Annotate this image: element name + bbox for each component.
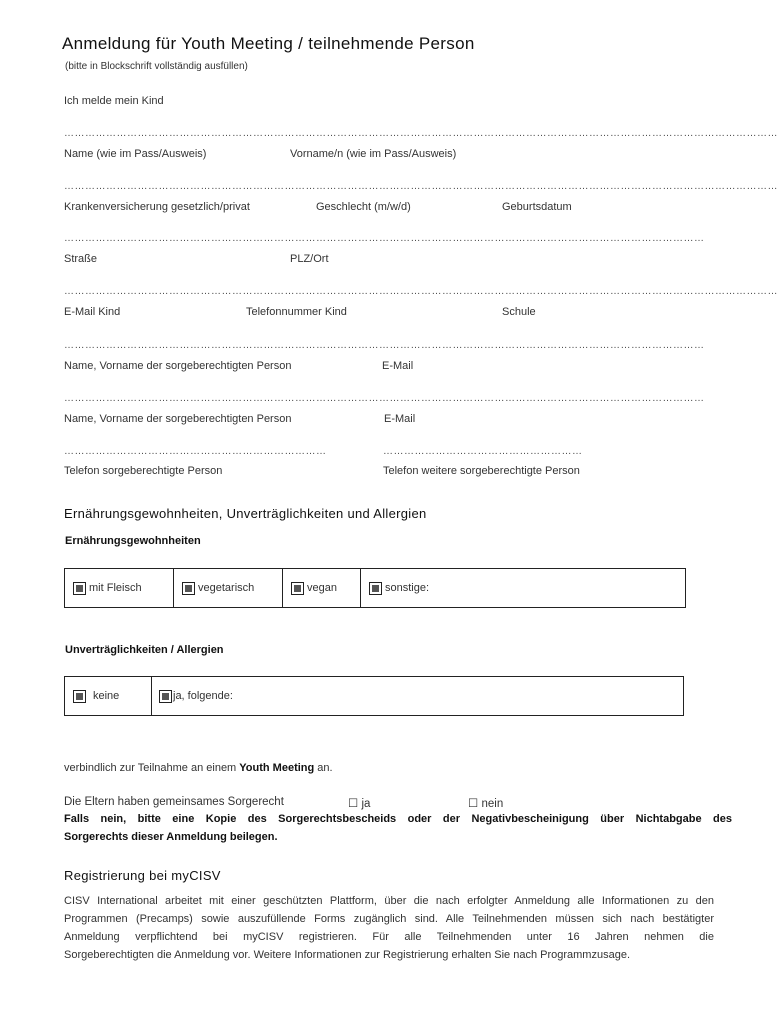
- label-vorname: Vorname/n (wie im Pass/Ausweis): [290, 148, 457, 160]
- diet-option-vegan[interactable]: vegan: [283, 569, 361, 607]
- allergy-option-none[interactable]: keine: [65, 677, 152, 715]
- diet-option-other[interactable]: sonstige:: [361, 569, 685, 607]
- diet-option-meat[interactable]: mit Fleisch: [65, 569, 174, 607]
- mycisv-line-3: Anmeldung verpflichtend bei myCISV registrieren. Für alle Teilnehmenden unter 16 Jahren nehmen die: [64, 931, 714, 943]
- fill-line[interactable]: …………………………………………………………………………………………………………………………………………………………………: [64, 233, 705, 244]
- allergy-subheading: Unverträglichkeiten / Allergien: [65, 644, 224, 656]
- label-sorgeberechtigte-name-2: Name, Vorname der sorgeberechtigten Person: [64, 413, 292, 425]
- fill-line[interactable]: ……………………………………………………………………………………………………………………………………………………………………………………: [64, 181, 778, 192]
- diet-option-vegetarian[interactable]: vegetarisch: [174, 569, 283, 607]
- custody-yes-option[interactable]: ☐ ja: [348, 798, 371, 810]
- label-sorgeberechtigte-email-2: E-Mail: [384, 413, 416, 425]
- custody-note-line2: Sorgerechts dieser Anmeldung beilegen.: [64, 831, 278, 843]
- label-sorgeberechtigte-name: Name, Vorname der sorgeberechtigten Person: [64, 360, 292, 372]
- custody-note-line1: Falls nein, bitte eine Kopie des Sorgerechtsbescheids oder der Negativbescheinigung über Nichtabgabe des: [64, 813, 732, 825]
- label-telefon-weitere: Telefon weitere sorgeberechtigte Person: [383, 465, 580, 477]
- mycisv-line-2: Programmen (Precamps) sowie auszufüllende Forms zugänglich sind. Alle Teilnehmenden müssen sich nach bestätigter: [64, 913, 714, 925]
- custody-no-option[interactable]: ☐ nein: [468, 798, 504, 810]
- page-subtitle: (bitte in Blockschrift vollständig ausfüllen): [65, 61, 248, 72]
- mycisv-line-1: CISV International arbeitet mit einer geschützten Plattform, über die nach erfolgter Anmeldung alle Informationen zu den: [64, 895, 714, 907]
- label-telefon-sorgeberechtigte: Telefon sorgeberechtigte Person: [64, 465, 223, 477]
- checkbox-icon[interactable]: [73, 582, 86, 595]
- fill-line[interactable]: …………………………………………………: [383, 446, 583, 457]
- label-geschlecht: Geschlecht (m/w/d): [316, 201, 411, 213]
- label-name: Name (wie im Pass/Ausweis): [64, 148, 207, 160]
- label-sorgeberechtigte-email: E-Mail: [382, 360, 414, 372]
- mycisv-line-4: Sorgeberechtigten die Anmeldung vor. Weitere Informationen zur Registrierung erhalten Sie nach Programmzusage.: [64, 949, 631, 961]
- checkbox-icon[interactable]: [73, 690, 86, 703]
- checkbox-icon[interactable]: [291, 582, 304, 595]
- diet-section-heading: Ernährungsgewohnheiten, Unverträglichkeiten und Allergien: [64, 506, 427, 521]
- diet-subheading: Ernährungsgewohnheiten: [65, 535, 201, 547]
- checkbox-icon[interactable]: [159, 690, 172, 703]
- fill-line[interactable]: …………………………………………………………………………………………………………………………………………………………………: [64, 393, 705, 404]
- allergy-option-yes[interactable]: ja, folgende:: [152, 677, 683, 715]
- page-title: Anmeldung für Youth Meeting / teilnehmende Person: [62, 34, 475, 53]
- checkbox-icon[interactable]: [182, 582, 195, 595]
- diet-options-table: [64, 568, 686, 608]
- label-plz-ort: PLZ/Ort: [290, 253, 329, 265]
- label-strasse: Straße: [64, 253, 98, 265]
- label-email-kind: E-Mail Kind: [64, 306, 121, 318]
- mycisv-heading: Registrierung bei myCISV: [64, 868, 221, 883]
- checkbox-icon[interactable]: [369, 582, 382, 595]
- binding-sentence: verbindlich zur Teilnahme an einem Youth Meeting an.: [64, 762, 333, 774]
- label-krankenversicherung: Krankenversicherung gesetzlich/privat: [64, 201, 250, 213]
- fill-line[interactable]: …………………………………………………………………: [64, 446, 327, 457]
- fill-line[interactable]: ……………………………………………………………………………………………………………………………………………………………………………………: [64, 286, 778, 297]
- label-telefon-kind: Telefonnummer Kind: [246, 306, 347, 318]
- fill-line[interactable]: ……………………………………………………………………………………………………………………………………………………………………………………: [64, 128, 778, 139]
- label-schule: Schule: [502, 306, 536, 318]
- fill-line[interactable]: …………………………………………………………………………………………………………………………………………………………………: [64, 340, 705, 351]
- label-geburtsdatum: Geburtsdatum: [502, 201, 572, 213]
- custody-question: Die Eltern haben gemeinsames Sorgerecht: [64, 796, 284, 808]
- allergy-options-table: [64, 676, 684, 716]
- intro-text: Ich melde mein Kind: [64, 95, 164, 107]
